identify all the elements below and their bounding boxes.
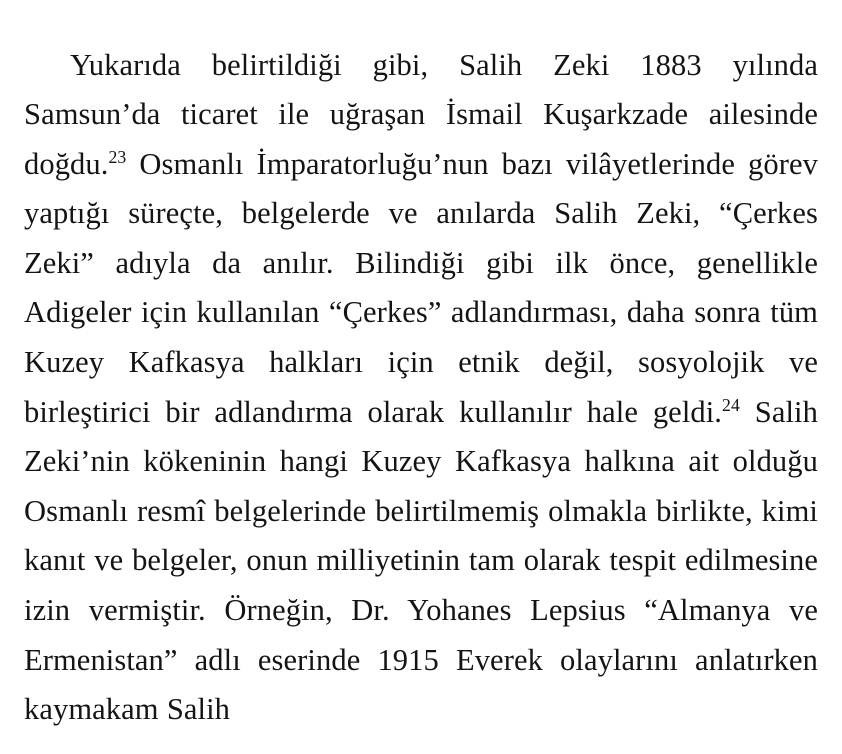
footnote-reference-23[interactable]: 23 [108, 146, 127, 167]
paragraph-text-part-1: Yukarıda belirtildiği gibi, Salih Zeki 1883 yılında Samsun’da ticaret ile uğraşan İsmail Kuşarkzade ailesinde doğdu. [24, 47, 818, 181]
paragraph-text-part-2: Osmanlı İmparatorluğu’nun bazı vilâyetlerinde görev yaptığı süreçte, belgelerde ve anılarda Salih Zeki, “Çerkes Zeki” adıyla da anılır. Bilindiği gibi ilk önce, genellikle Adigeler için kullanılan “Çerkes” adlandırması, daha sonra tüm Kuzey Kafkasya halkları için etnik değil, sosyolojik ve birleştirici bir adlandırma olarak kullanılır hale geldi. [24, 146, 818, 429]
body-paragraph [24, 41, 818, 735]
paragraph-text-part-3: Salih Zeki’nin kökeninin hangi Kuzey Kafkasya halkına ait olduğu Osmanlı resmî belgelerinde belirtilmemiş olmakla birlikte, kimi kanıt ve belgeler, onun milliyetinin tam olarak tespit edilmesine izin vermiştir. Örneğin, Dr. Yohanes Lepsius “Almanya ve Ermenistan” adlı eserinde 1915 Everek olaylarını anlatırken kaymakam Salih [24, 394, 818, 727]
footnote-reference-24[interactable]: 24 [722, 394, 740, 415]
